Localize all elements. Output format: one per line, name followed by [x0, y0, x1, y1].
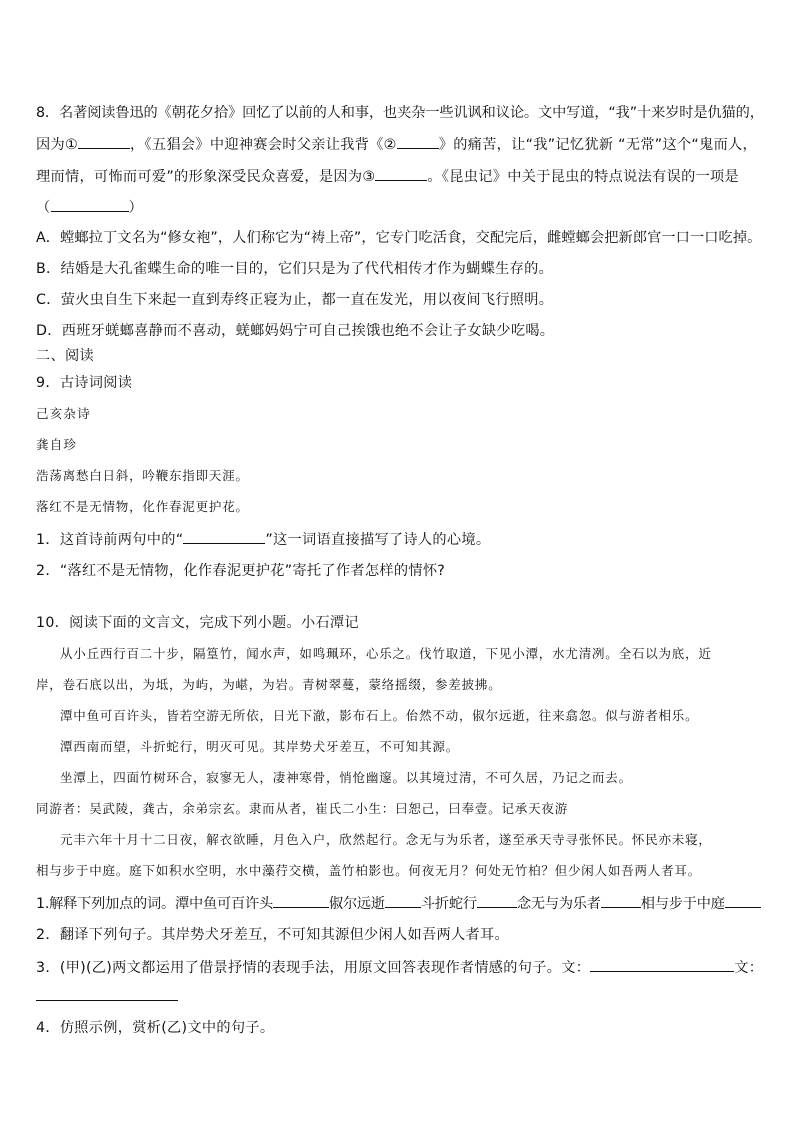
poem-line-1: 浩荡离愁白日斜，吟鞭东指即天涯。 — [36, 468, 249, 483]
answer-blank[interactable] — [590, 957, 734, 972]
q8-option-a: A．螳螂拉丁文名为“修女袍”，人们称它为“祷上帝”，它专门吃活食，交配完后，雌螳螂会把新郎官一口一口吃掉。 — [36, 230, 762, 246]
q8-line-4: （ ） — [36, 197, 143, 218]
answer-blank[interactable] — [183, 529, 265, 544]
q8-line-3: 理而情，可怖而可爱”的形象深受民众喜爱，是因为③ 。《昆虫记》中关于昆虫的特点说法有误的一项是 — [36, 166, 739, 187]
poem-line-2: 落红不是无情物，化作春泥更护花。 — [36, 499, 249, 514]
answer-blank[interactable] — [477, 893, 517, 908]
poem-title: 己亥杂诗 — [36, 406, 91, 421]
passage-paragraph: 岸，卷石底以出，为坻，为屿，为嵁，为岩。青树翠蔓，蒙络摇缀，参差披拂。 — [36, 677, 502, 692]
q10-subquestion-4: 4．仿照示例，赏析(乙)文中的句子。 — [36, 1020, 275, 1036]
q8-line-1: 8．名著阅读鲁迅的《朝花夕拾》回忆了以前的人和事，也夹杂一些讥讽和议论。文中写道，“我”十来岁时是仇猫的， — [36, 105, 764, 121]
q9-subquestion-2: 2．“落红不是无情物，化作春泥更护花”寄托了作者怎样的情怀? — [36, 563, 446, 579]
passage-paragraph: 同游者：吴武陵，龚古，余弟宗玄。隶而从者，崔氏二小生：曰恕己，曰奉壹。记承天夜游 — [36, 801, 569, 816]
answer-line[interactable] — [36, 1000, 178, 1001]
passage-paragraph: 潭西南而望，斗折蛇行，明灭可见。其岸势犬牙差互，不可知其源。 — [60, 739, 460, 754]
q8-option-d: D．西班牙蜣螂喜静而不喜动，蜣螂妈妈宁可自己挨饿也绝不会让子女缺少吃喝。 — [36, 323, 555, 339]
q8-line-2: 因为① ，《五猖会》中迎神赛会时父亲让我背《② 》的痛苦，让“我”记忆犹新 “无常”这个“鬼而人， — [36, 134, 757, 155]
passage-paragraph: 元丰六年十月十二日夜，解衣欲睡，月色入户，欣然起行。念无与为乐者，遂至承天寺寻张怀民。怀民亦未寝， — [60, 832, 712, 847]
answer-blank[interactable] — [273, 893, 329, 908]
answer-blank[interactable] — [51, 197, 129, 212]
answer-blank[interactable] — [78, 134, 130, 149]
q8-option-b: B．结婚是大孔雀蝶生命的唯一目的，它们只是为了代代相传才作为蝴蝶生存的。 — [36, 261, 554, 277]
q9-title: 9．古诗词阅读 — [36, 375, 133, 391]
answer-blank[interactable] — [725, 893, 761, 908]
passage-paragraph: 从小丘西行百二十步，隔篁竹，闻水声，如鸣珮环，心乐之。伐竹取道，下见小潭，水尤清冽。全石以为底，近 — [60, 646, 712, 661]
q10-intro: 10．阅读下面的文言文，完成下列小题。小石潭记 — [36, 615, 359, 631]
passage-paragraph: 坐潭上，四面竹树环合，寂寥无人，凄神寒骨，悄怆幽邃。以其境过清，不可久居，乃记之而去。 — [60, 770, 632, 785]
answer-blank[interactable] — [397, 134, 439, 149]
q10-subquestion-3: 3．(甲)(乙)两文都运用了借景抒情的表现手法，用原文回答表现作者情感的句子。文： 文： — [36, 957, 763, 978]
answer-blank[interactable] — [385, 893, 421, 908]
q10-subquestion-1: 1.解释下列加点的词。潭中鱼可百许头 俶尔远逝 斗折蛇行 念无与为乐者 相与步于中庭 — [36, 893, 761, 914]
q10-subquestion-2: 2．翻译下列句子。其岸势犬牙差互，不可知其源但少闲人如吾两人者耳。 — [36, 927, 509, 943]
passage-paragraph: 相与步于中庭。庭下如积水空明，水中藻荇交横，盖竹柏影也。何夜无月？何处无竹柏？但少闲人如吾两人者耳。 — [36, 863, 702, 878]
q8-option-c: C．萤火虫自生下来起一直到寿终正寝为止，都一直在发光，用以夜间飞行照明。 — [36, 292, 554, 308]
q9-subquestion-1: 1．这首诗前两句中的“ ”这一词语直接描写了诗人的心境。 — [36, 529, 490, 550]
poem-author: 龚自珍 — [36, 437, 78, 452]
answer-blank[interactable] — [375, 166, 427, 181]
passage-paragraph: 潭中鱼可百许头，皆若空游无所依，日光下澈，影布石上。佁然不动，俶尔远逝，往来翕忽。似与游者相乐。 — [60, 708, 699, 723]
section-heading: 二、阅读 — [36, 348, 94, 364]
answer-blank[interactable] — [601, 893, 641, 908]
